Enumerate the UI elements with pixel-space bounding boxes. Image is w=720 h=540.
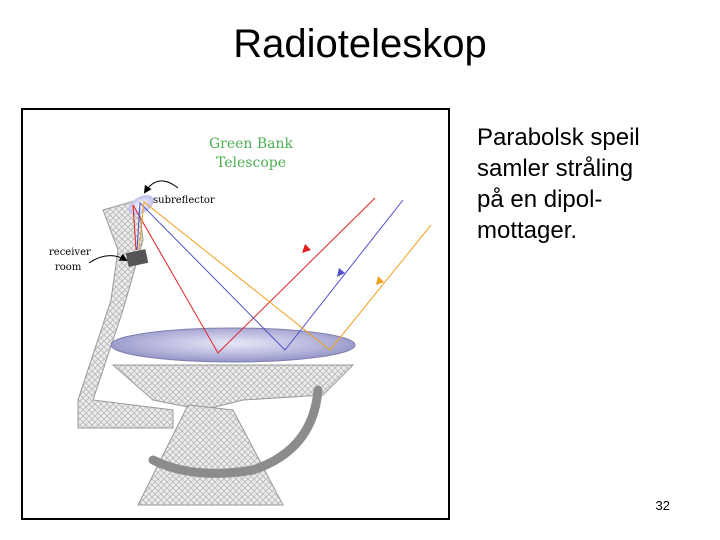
body-line: mottager. <box>477 217 578 244</box>
ray-orange-arrow <box>376 276 384 285</box>
subreflector-pointer <box>145 181 178 192</box>
ray-red-arrow <box>302 244 311 253</box>
parabolic-dish <box>111 328 355 362</box>
body-line: på en dipol- <box>477 186 603 213</box>
body-line: samler stråling <box>477 155 634 182</box>
ray-orange <box>139 202 431 350</box>
subreflector-label: subreflector <box>153 195 215 206</box>
receiver-label-line2: room <box>55 262 82 273</box>
telescope-diagram <box>23 110 448 518</box>
page-number: 32 <box>655 498 670 513</box>
figure-title-line2: Telescope <box>216 155 286 171</box>
ray-blue <box>137 200 403 350</box>
body-line: Parabolsk speil <box>477 124 640 151</box>
telescope-figure <box>21 108 450 520</box>
body-text <box>477 122 707 246</box>
slide-title: Radioteleskop <box>233 22 487 66</box>
receiver-label-line1: receiver <box>49 247 91 258</box>
figure-title-line1: Green Bank <box>208 136 294 152</box>
